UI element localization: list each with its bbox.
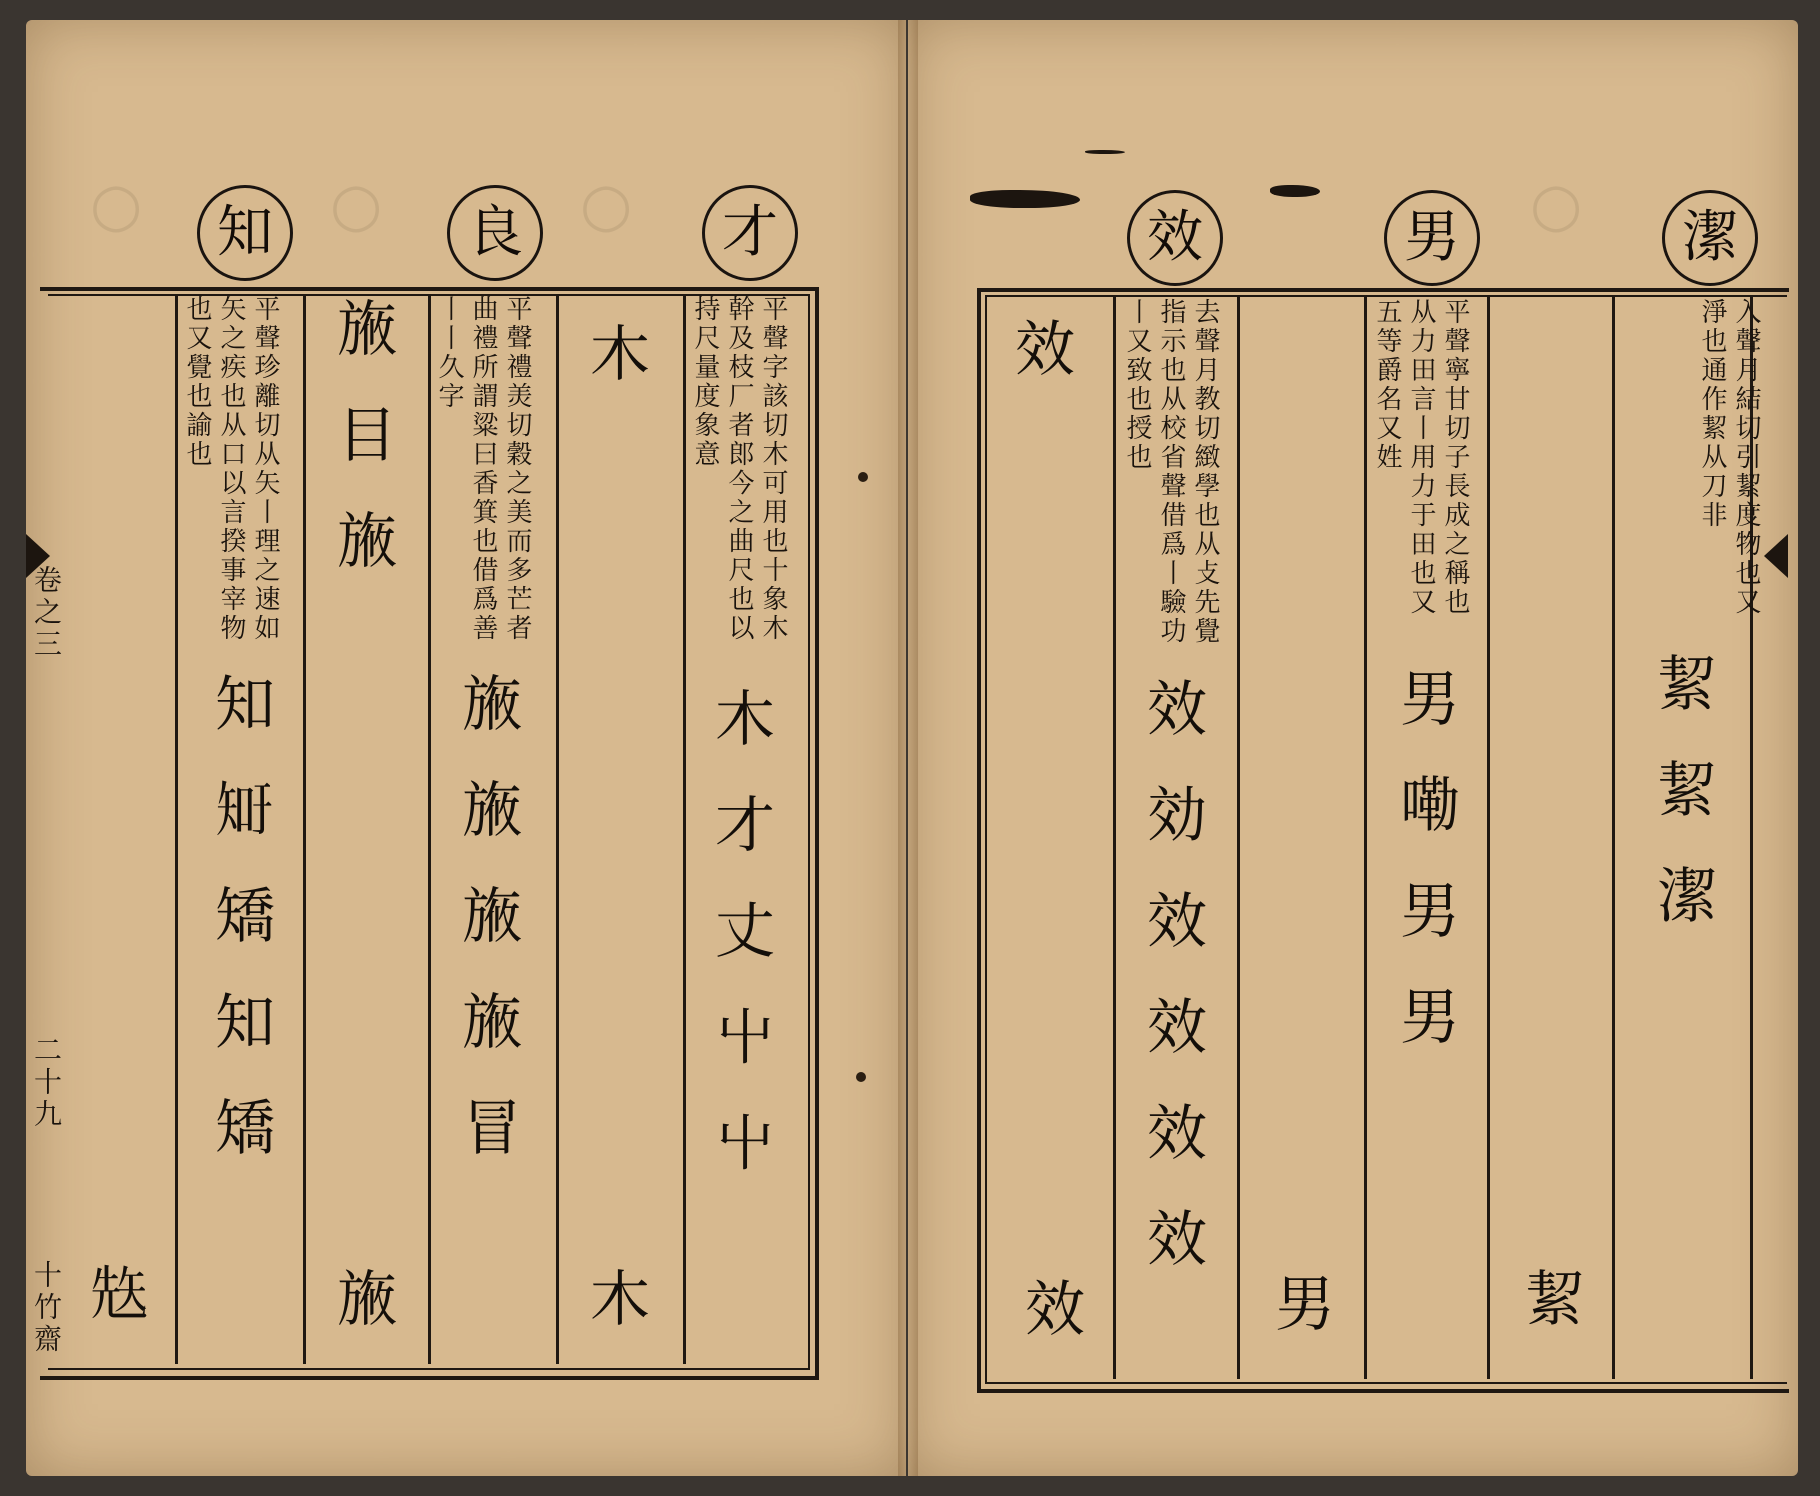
seal-form: 絜: [1657, 756, 1717, 826]
seal-form: 效: [1147, 993, 1207, 1063]
jie-forms-column: [1642, 650, 1732, 973]
head-char: 知: [217, 200, 273, 265]
seal-form: 丈: [715, 897, 775, 967]
entry-note-nan: 平聲寧甘切子長成之稱也从力田言丨用力于田也又五等爵名又姓: [1372, 298, 1470, 617]
seal-form: 才: [715, 791, 775, 861]
nan-forms-column: [1385, 665, 1475, 1094]
entry-note-xiao: 去聲月教切緻學也从攴先覺指示也从校省聲借爲丨驗功丨又致也授也: [1122, 298, 1220, 646]
ink-blot: [970, 190, 1080, 208]
liang-forms-column-b: [447, 670, 537, 1205]
column-rule: [303, 296, 306, 1364]
seal-form: 木: [590, 1265, 650, 1335]
seal-form: 效: [1015, 315, 1075, 385]
seal-form: 效: [1147, 1099, 1207, 1169]
entry-note-cai: 平聲字該切木可用也十象木幹及枝厂者郎今之曲尺也以持尺量度象意: [690, 295, 788, 643]
head-char: 男: [1404, 205, 1460, 270]
seal-form: 絜: [1657, 650, 1717, 720]
ink-blot: [1270, 185, 1320, 197]
zhi-forms-column: [200, 670, 290, 1205]
seal-form: 効: [1147, 781, 1207, 851]
seal-form: 效: [1025, 1275, 1085, 1345]
seal-form: 效: [1147, 887, 1207, 957]
seal-form: 㫍: [462, 988, 522, 1058]
seal-form: 㫍: [462, 670, 522, 740]
head-char: 良: [467, 200, 523, 265]
nan-form-bottom: [1260, 1270, 1350, 1381]
seal-form: 𥎿: [215, 776, 275, 846]
cai-forms-column-a: [575, 320, 665, 431]
ink-blot: [1085, 150, 1125, 154]
binding-hole: [856, 1072, 866, 1082]
seal-form: 男: [1400, 665, 1460, 735]
liang-form-bottom: [322, 1265, 412, 1376]
head-char: 才: [722, 200, 778, 265]
seal-form: 㫍: [462, 776, 522, 846]
column-rule: [1237, 297, 1240, 1379]
leaf-number: 二十九: [30, 1035, 63, 1131]
seal-form: 冒: [462, 1094, 522, 1164]
entry-note-zhi: 平聲珍離切从矢丨理之速如矢之疾也从口以言揆事宰物也又覺也諭也: [182, 295, 280, 643]
liang-forms-column-a: [322, 295, 412, 618]
seal-form: 屮: [715, 1109, 775, 1179]
seal-form: 㫍: [337, 507, 397, 577]
seal-form: 潔: [1657, 862, 1717, 932]
bleed-through-mark: ○: [580, 170, 633, 240]
xiao-form-bottom: [1010, 1275, 1100, 1386]
head-char-circle: [1127, 190, 1223, 286]
seal-form: 知: [215, 988, 275, 1058]
seal-form: 效: [1147, 675, 1207, 745]
column-rule: [683, 296, 686, 1364]
head-char-circle: [447, 185, 543, 281]
seal-form: 效: [1147, 1205, 1207, 1275]
seal-form: 㫍: [462, 882, 522, 952]
seal-form: 屮: [715, 1003, 775, 1073]
column-rule: [556, 296, 559, 1364]
head-char-circle: [1384, 190, 1480, 286]
book-gutter: [898, 20, 918, 1476]
xiao-forms-column: [1132, 675, 1222, 1316]
bleed-through-mark: ○: [90, 170, 143, 240]
head-char-circle: [197, 185, 293, 281]
seal-form: 矯: [215, 882, 275, 952]
seal-form: 男: [1275, 1270, 1335, 1340]
head-char-circle: [702, 185, 798, 281]
head-char-circle: [1662, 190, 1758, 286]
column-rule: [175, 296, 178, 1364]
jie-form-bottom: [1510, 1265, 1600, 1376]
seal-form: 目: [337, 401, 397, 471]
cai-forms-column-b: [700, 685, 790, 1220]
seal-form: 絜: [1525, 1265, 1585, 1335]
entry-note-liang: 平聲禮羙切穀之美而多芒者曲禮所謂粱曰香箕也借爲善丨丨久字: [434, 295, 532, 643]
bleed-through-mark: ○: [330, 170, 383, 240]
zhi-last-form: [75, 1260, 165, 1371]
column-rule: [1612, 297, 1615, 1379]
binding-hole: [858, 472, 868, 482]
bleed-through-mark: ○: [1530, 170, 1583, 240]
column-rule: [428, 296, 431, 1364]
column-rule: [1364, 297, 1367, 1379]
seal-form: 矯: [215, 1094, 275, 1164]
seal-form: 男: [1400, 983, 1460, 1053]
seal-form: 嘞: [1400, 771, 1460, 841]
seal-form: 知: [215, 670, 275, 740]
seal-form: 木: [715, 685, 775, 755]
seal-form: 木: [590, 320, 650, 390]
xiao-form-top: [1000, 315, 1090, 426]
column-rule: [1487, 297, 1490, 1379]
seal-form: 㫍: [337, 1265, 397, 1335]
seal-form: 𥏋: [90, 1260, 150, 1330]
cai-form-bottom: [575, 1265, 665, 1376]
head-char: 效: [1147, 205, 1203, 270]
entry-note-jie: 入聲月結切引絜度物也又淨也通作絜从刀非: [1697, 298, 1761, 617]
studio-label: 十竹齋: [30, 1260, 63, 1356]
seal-form: 男: [1400, 877, 1460, 947]
margin-tab: [1764, 534, 1788, 578]
head-char: 潔: [1682, 205, 1738, 270]
seal-form: 㫍: [337, 295, 397, 365]
column-rule: [1113, 297, 1116, 1379]
volume-label: 卷之三: [30, 565, 63, 661]
